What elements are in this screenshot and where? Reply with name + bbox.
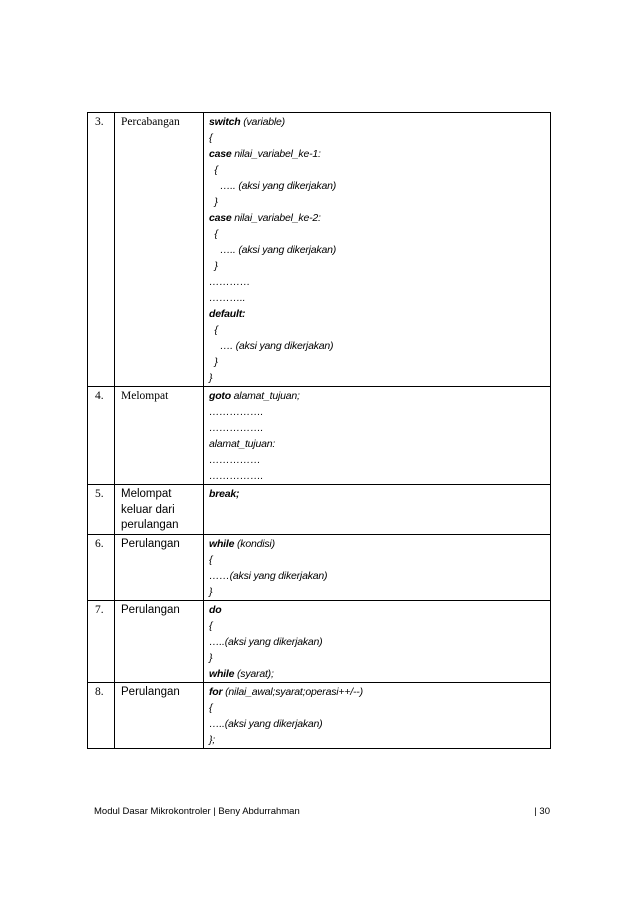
syntax-line <box>209 274 550 290</box>
footer-title: Modul Dasar Mikrokontroler | Beny Abdurrahman <box>94 806 300 817</box>
syntax-keyword: for <box>209 685 223 698</box>
syntax-text: { <box>209 164 218 176</box>
syntax-line <box>209 486 550 502</box>
syntax-line <box>209 420 550 436</box>
syntax-text: { <box>209 132 213 144</box>
statement-name: Melompat <box>115 387 204 485</box>
table-row <box>88 534 551 600</box>
syntax-text: …. (aksi yang dikerjakan) <box>209 340 334 352</box>
syntax-cell <box>204 600 551 682</box>
statement-name: Perulangan <box>115 534 204 600</box>
syntax-text: ……………. <box>209 422 264 434</box>
syntax-line <box>209 388 550 404</box>
syntax-cell <box>204 682 551 748</box>
syntax-text: { <box>209 619 213 632</box>
syntax-line <box>209 114 550 130</box>
row-number: 4. <box>88 387 115 485</box>
syntax-text: …..(aksi yang dikerjakan) <box>209 635 323 648</box>
statement-name: Percabangan <box>115 113 204 387</box>
table-row <box>88 600 551 682</box>
syntax-line <box>209 618 550 634</box>
syntax-line <box>209 290 550 306</box>
syntax-keyword: switch <box>209 116 241 128</box>
syntax-text: { <box>209 701 213 714</box>
syntax-text: ………… <box>209 276 251 288</box>
syntax-line <box>209 732 550 748</box>
syntax-text: { <box>209 324 218 336</box>
syntax-keyword: do <box>209 603 222 616</box>
syntax-line <box>209 700 550 716</box>
syntax-line <box>209 716 550 732</box>
row-number: 3. <box>88 113 115 387</box>
syntax-line <box>209 436 550 452</box>
syntax-line <box>209 210 550 226</box>
syntax-line <box>209 130 550 146</box>
syntax-text: ……(aksi yang dikerjakan) <box>209 569 328 582</box>
syntax-text: (kondisi) <box>234 537 275 550</box>
syntax-text: } <box>209 651 213 664</box>
table-row <box>88 485 551 535</box>
syntax-text: (nilai_awal;syarat;operasi++/--) <box>222 685 363 698</box>
syntax-text: { <box>209 553 213 566</box>
syntax-line <box>209 226 550 242</box>
syntax-line <box>209 650 550 666</box>
syntax-keyword: goto <box>209 390 231 402</box>
syntax-line <box>209 338 550 354</box>
row-number: 8. <box>88 682 115 748</box>
syntax-line <box>209 684 550 700</box>
syntax-line <box>209 306 550 322</box>
syntax-cell <box>204 485 551 535</box>
syntax-keyword: case <box>209 148 232 160</box>
syntax-text: (syarat); <box>234 667 274 680</box>
row-number: 5. <box>88 485 115 535</box>
syntax-text: ……………. <box>209 406 264 418</box>
syntax-text: ….. (aksi yang dikerjakan) <box>209 180 337 192</box>
syntax-line <box>209 404 550 420</box>
syntax-line <box>209 146 550 162</box>
syntax-line <box>209 602 550 618</box>
syntax-text: alamat_tujuan: <box>209 438 276 450</box>
syntax-text: } <box>209 196 218 208</box>
syntax-line <box>209 354 550 370</box>
syntax-keyword: while <box>209 667 235 680</box>
syntax-keyword: while <box>209 537 235 550</box>
syntax-line <box>209 162 550 178</box>
syntax-line <box>209 468 550 484</box>
syntax-text: alamat_tujuan; <box>230 390 300 402</box>
syntax-text: (variable) <box>240 116 285 128</box>
syntax-text: } <box>209 260 218 272</box>
syntax-line <box>209 666 550 682</box>
syntax-line <box>209 634 550 650</box>
syntax-cell <box>204 113 551 387</box>
syntax-text: } <box>209 585 213 598</box>
syntax-text: ….. (aksi yang dikerjakan) <box>209 244 337 256</box>
syntax-text: nilai_variabel_ke-2: <box>231 212 321 224</box>
syntax-cell <box>204 534 551 600</box>
syntax-line <box>209 568 550 584</box>
statement-name: Melompat keluar dari perulangan <box>115 485 204 535</box>
syntax-text: { <box>209 228 218 240</box>
syntax-keyword: case <box>209 212 232 224</box>
table-row <box>88 682 551 748</box>
syntax-line <box>209 178 550 194</box>
syntax-line <box>209 584 550 600</box>
syntax-line <box>209 322 550 338</box>
syntax-keyword: break; <box>209 488 240 500</box>
syntax-text: nilai_variabel_ke-1: <box>231 148 321 160</box>
syntax-text: ……….. <box>209 292 246 304</box>
syntax-text: } <box>209 372 213 384</box>
table-row <box>88 387 551 485</box>
syntax-line <box>209 552 550 568</box>
syntax-text: …..(aksi yang dikerjakan) <box>209 717 323 730</box>
statement-name: Perulangan <box>115 600 204 682</box>
syntax-text: ……………. <box>209 470 264 482</box>
syntax-keyword: default: <box>209 308 246 320</box>
syntax-text: …………… <box>209 454 261 466</box>
syntax-text: }; <box>209 733 216 746</box>
syntax-line <box>209 452 550 468</box>
row-number: 7. <box>88 600 115 682</box>
page-footer <box>94 806 550 817</box>
row-number: 6. <box>88 534 115 600</box>
syntax-line <box>209 536 550 552</box>
syntax-line <box>209 258 550 274</box>
syntax-line <box>209 242 550 258</box>
syntax-cell <box>204 387 551 485</box>
syntax-table <box>87 112 551 749</box>
syntax-line <box>209 194 550 210</box>
syntax-text: } <box>209 356 218 368</box>
statement-name: Perulangan <box>115 682 204 748</box>
page-number: | 30 <box>534 806 550 817</box>
syntax-line <box>209 370 550 386</box>
table-row <box>88 113 551 387</box>
syntax-table-body <box>88 113 551 749</box>
